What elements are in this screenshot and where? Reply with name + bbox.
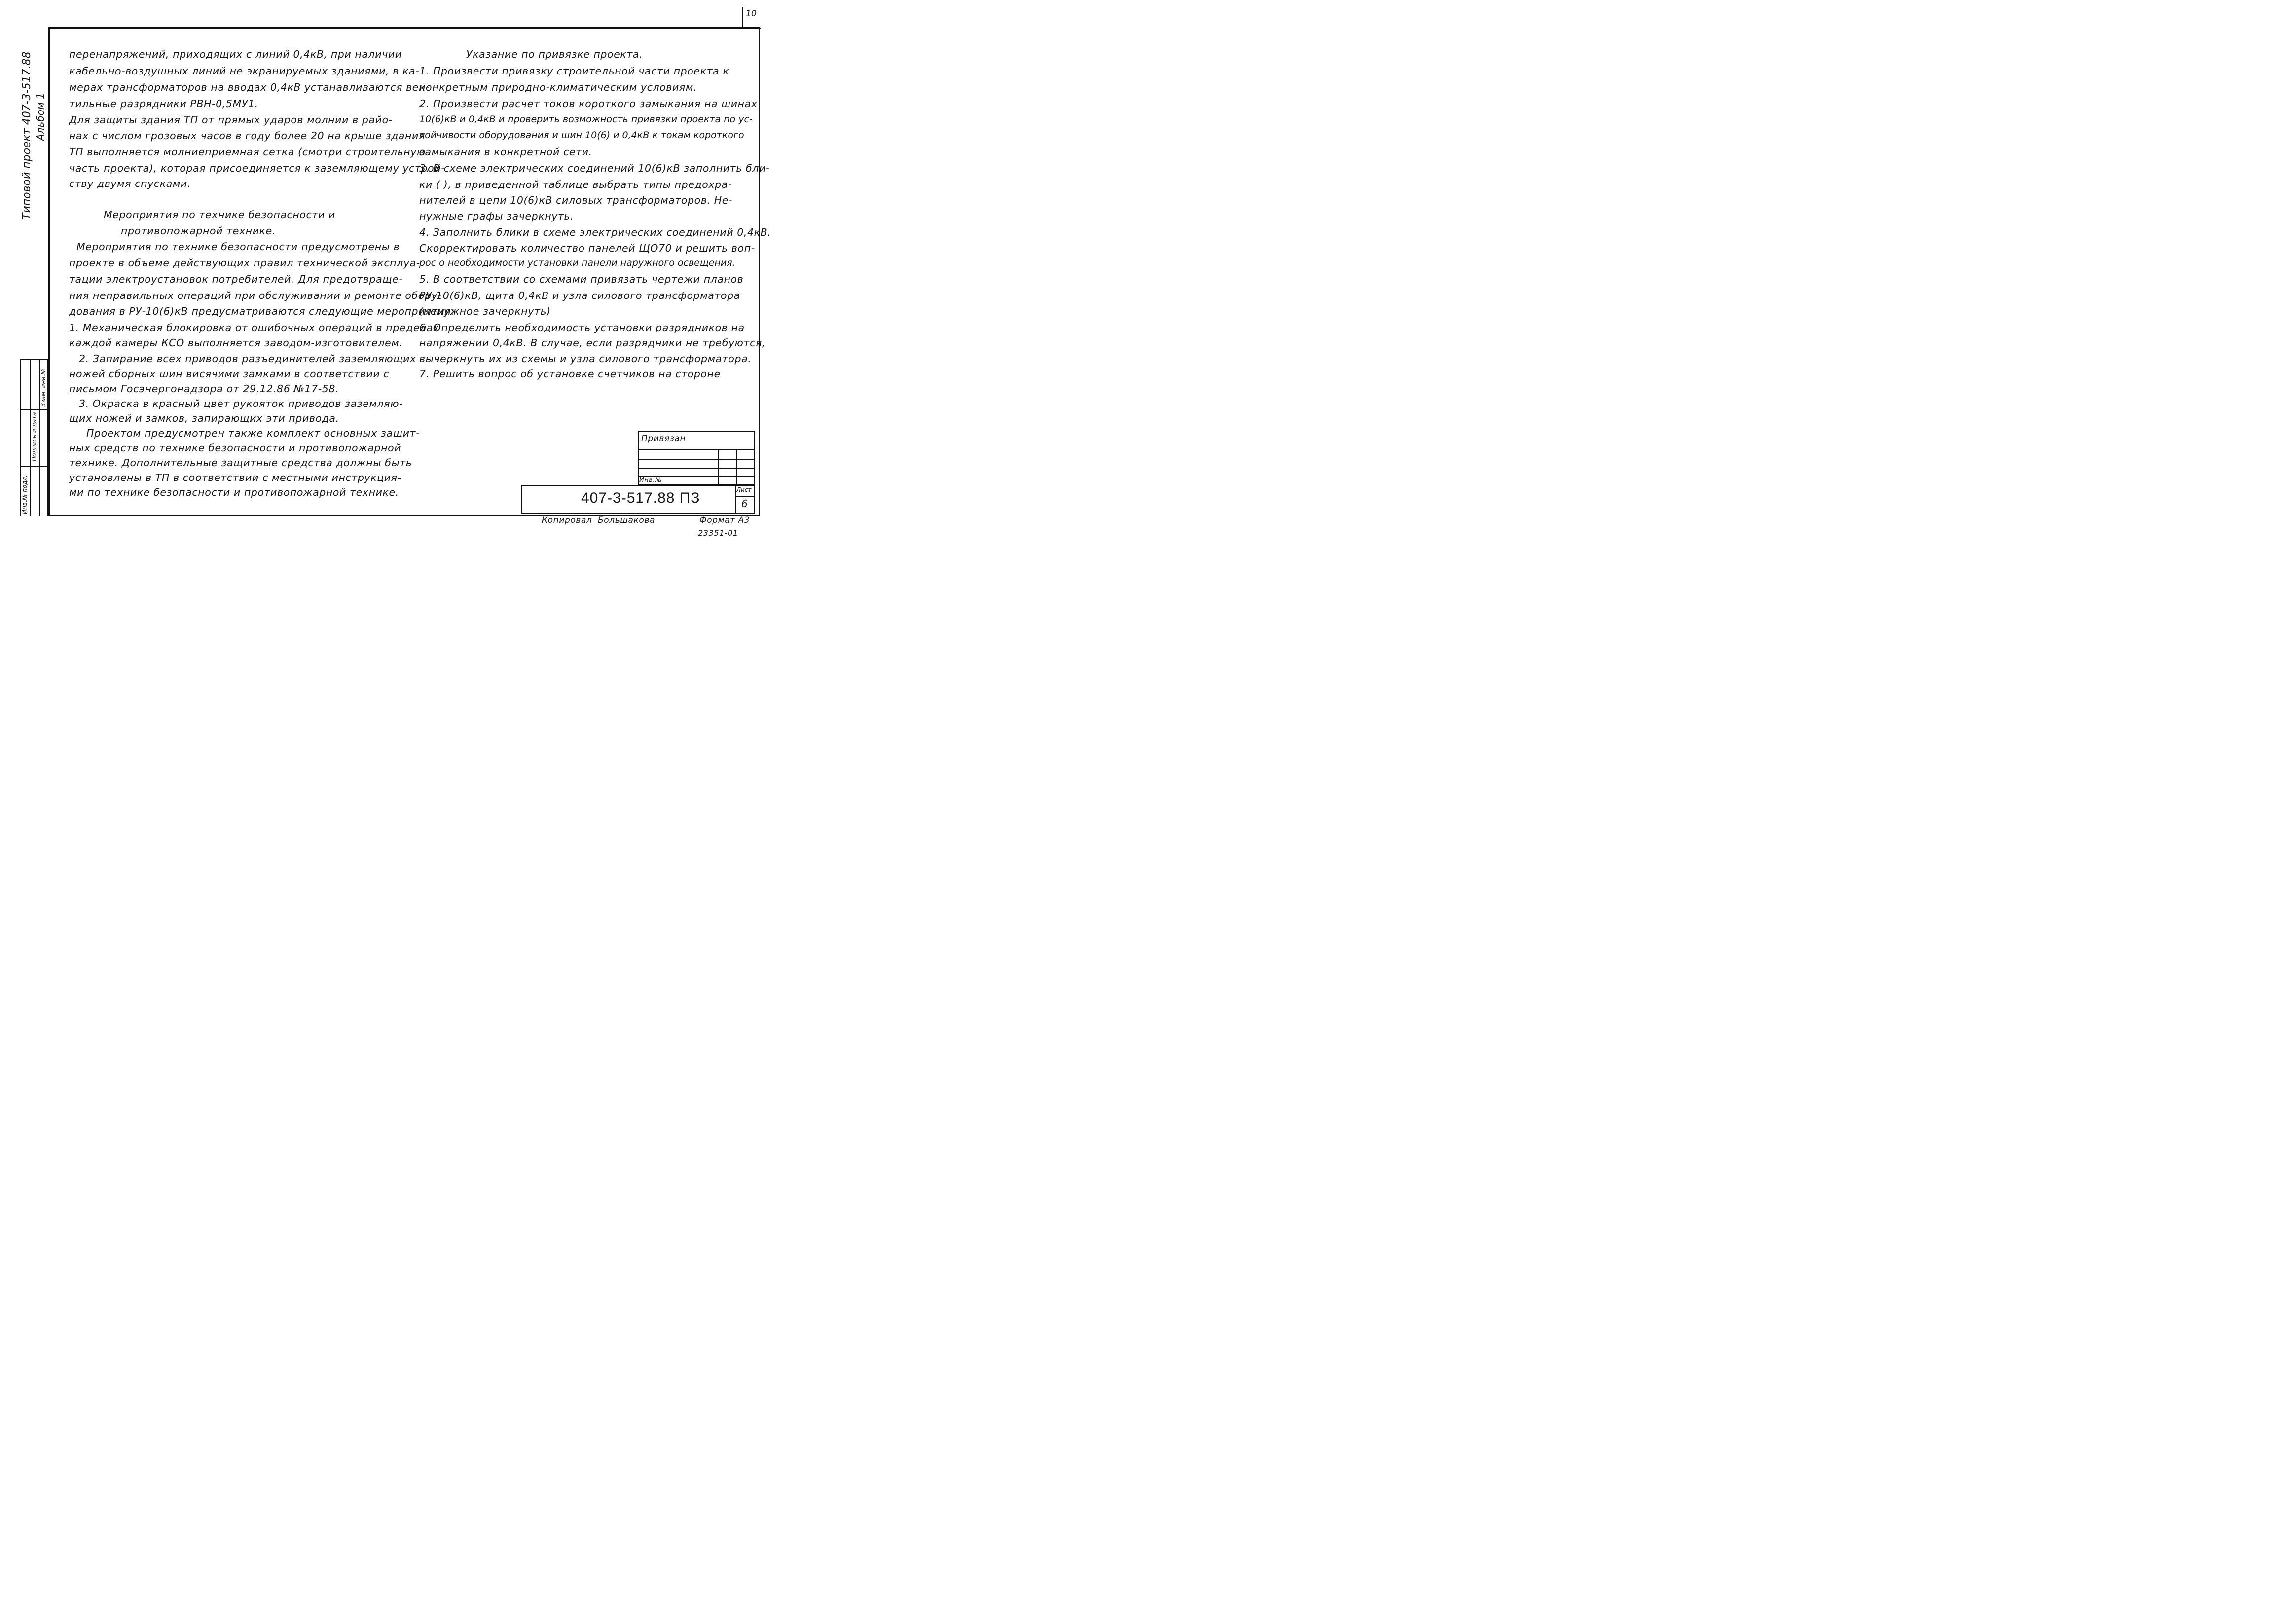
sidebar-album: Альбом 1 [35,93,46,141]
right-line: РУ-10(6)кВ, щита 0,4кВ и узла силового трансформатора [419,290,740,301]
left-line: ножей сборных шин висячими замками в соответствии с [69,368,390,380]
left-line: письмом Госэнергонадзора от 29.12.86 №17-58. [69,383,339,395]
left-line: 1. Механическая блокировка от ошибочных операций в пределах [69,322,439,333]
left-line: перенапряжений, приходящих с линий 0,4кВ, при наличии [69,48,402,60]
copier-name: Большакова [598,516,656,525]
right-line: 7. Решить вопрос об установке счетчиков на стороне [419,368,721,380]
left-line: ми по технике безопасности и противопожарной технике. [69,486,399,498]
right-line: конкретным природно-климатическим условиям. [419,81,697,93]
left-line: проекте в объеме действующих правил технической эксплуа- [69,257,420,269]
right-line: 2. Произвести расчет токов короткого замыкания на шинах [419,98,758,110]
left-line: Мероприятия по технике безопасности предусмотрены в [76,241,400,253]
sheet-value: 6 [741,498,748,510]
right-heading: Указание по привязке проекта. [466,48,643,60]
left-line: ству двумя спусками. [69,178,191,189]
title-block [521,431,755,516]
bound-label: Привязан [641,434,686,443]
right-line: 5. В соответствии со схемами привязать чертежи планов [419,273,744,285]
left-line: ТП выполняется молниеприемная сетка (смотри строительную [69,146,426,158]
section-heading: противопожарной технике. [121,225,276,237]
right-line: нужные графы зачеркнуть. [419,210,574,222]
stamp-replaced-inv: Взам. инв.№ [40,369,47,407]
sidebar [20,35,49,222]
right-line: нителей в цепи 10(6)кВ силовых трансформаторов. Не- [419,194,732,206]
left-line: часть проекта), которая присоединяется к заземляющему устрой- [69,162,445,174]
left-line: тильные разрядники РВН-0,5МУ1. [69,98,258,110]
sidebar-project-title: Типовой проект 407-3-517.88 [21,51,33,220]
right-line: (ненужное зачеркнуть) [419,305,551,317]
left-line: каждой камеры КСО выполняется заводом-изготовителем. [69,337,403,349]
left-line: щих ножей и замков, запирающих эти привода. [69,412,339,424]
left-line: тации электроустановок потребителей. Для предотвраще- [69,273,403,285]
right-line: 3. В схеме электрических соединений 10(6)кВ заполнить бли- [419,162,770,174]
left-line: технике. Дополнительные защитные средства должны быть [69,457,412,469]
left-line: Проектом предусмотрен также комплект основных защит- [86,427,420,439]
left-line: ных средств по технике безопасности и противопожарной [69,442,401,454]
right-line: вычеркнуть их из схемы и узла силового трансформатора. [419,353,752,365]
left-line: нах с числом грозовых часов в году более 20 на крыше здания [69,130,425,142]
left-line: дования в РУ-10(6)кВ предусматриваются следующие мероприятия: [69,305,455,317]
left-line: Для защиты здания ТП от прямых ударов молнии в райо- [69,114,393,126]
document-number: 407-3-517.88 ПЗ [581,490,700,506]
right-line: рос о необходимости установки панели наружного освещения. [419,258,735,268]
right-line: ки ( ), в приведенной таблице выбрать типы предохра- [419,179,732,190]
right-line: 10(6)кВ и 0,4кВ и проверить возможность привязки проекта по ус- [419,114,753,125]
right-line: тойчивости оборудования и шин 10(6) и 0,4кВ к токам короткого [419,130,744,141]
right-line: Скорректировать количество панелей ЩО70 и решить воп- [419,242,755,254]
inv-label: Инв.№ [639,477,662,484]
left-line: ния неправильных операций при обслуживании и ремонте обору- [69,290,442,301]
left-line: мерах трансформаторов на вводах 0,4кВ устанавливаются вен- [69,81,430,93]
right-line: 6. Определить необходимость установки разрядников на [419,322,745,333]
stamp-column [20,359,48,516]
left-line: 3. Окраска в красный цвет рукояток приводов заземляю- [79,398,403,409]
right-line: 4. Заполнить блики в схеме электрических соединений 0,4кВ. [419,226,771,238]
sheet-number: 10 [746,9,757,19]
stamp-original-inv: Инв.№ подл. [21,475,28,514]
archive-number: 23351-01 [698,528,738,538]
copied-label: Копировал [542,516,592,525]
right-line: напряжении 0,4кВ. В случае, если разрядники не требуются, [419,337,766,349]
sheet-label: Лист [736,486,752,493]
stamp-signature-date: Подпись и дата [31,412,37,461]
left-line: 2. Запирание всех приводов разъединителей заземляющих [79,353,416,365]
left-line: установлены в ТП в соответствии с местными инструкция- [69,472,401,483]
left-line: кабельно-воздушных линий не экранируемых зданиями, в ка- [69,65,420,77]
right-line: 1. Произвести привязку строительной части проекта к [419,65,729,77]
right-line: замыкания в конкретной сети. [419,146,592,158]
format-label: Формат А3 [699,516,750,525]
section-heading: Мероприятия по технике безопасности и [104,209,335,221]
